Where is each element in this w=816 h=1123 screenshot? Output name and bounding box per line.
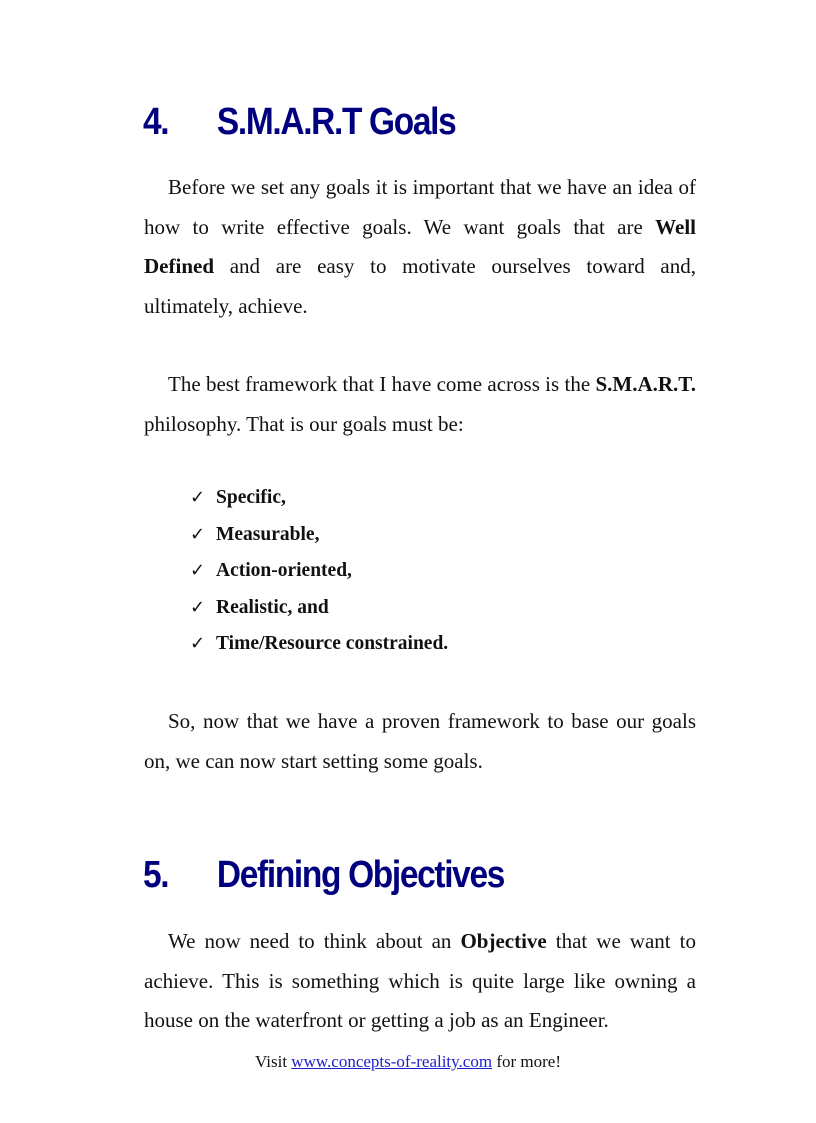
checklist-item	[190, 626, 448, 663]
bold-term-smart: S.M.A.R.T.	[595, 372, 696, 396]
page-footer	[0, 1052, 816, 1072]
bold-term-well-defined: Well Defined	[144, 214, 696, 278]
footer-text: Visit	[255, 1052, 292, 1071]
checkmark-icon: ✓	[190, 523, 206, 545]
checkmark-icon: ✓	[190, 487, 206, 508]
checklist-item-label: Time/Resource constrained.	[216, 633, 449, 655]
section-5-heading	[143, 854, 504, 897]
paragraph-text: philosophy. That is our goals must be:	[144, 411, 464, 436]
paragraph-text: We now need to think about an	[168, 929, 461, 953]
paragraph-text: and are easy to motivate ourselves toward and, ultimately, achieve.	[144, 254, 696, 318]
checkmark-icon: ✓	[190, 596, 206, 618]
checklist-item	[190, 517, 448, 554]
footer-text: for more!	[492, 1052, 561, 1071]
bold-term-objective: Objective	[460, 929, 547, 953]
section-4-paragraph-2	[144, 365, 696, 444]
section-4-heading	[143, 101, 455, 144]
checklist-item	[190, 480, 448, 517]
checklist-item	[190, 590, 448, 627]
section-5-title: Defining Objectives	[216, 854, 505, 896]
checklist-item-label: Specific,	[216, 487, 286, 508]
checkmark-icon: ✓	[190, 633, 206, 655]
checklist-item	[190, 553, 448, 590]
checklist-item-label: Realistic, and	[216, 596, 329, 618]
paragraph-text: Before we set any goals it is important that we have an idea of how to write effective goals. We want goals that are	[144, 175, 696, 239]
section-4-paragraph-3: So, now that we have a proven framework to base our goals on, we can now start setting some goals.	[144, 709, 696, 773]
website-link[interactable]: www.concepts-of-reality.com	[291, 1052, 493, 1071]
section-5-number: 5.	[143, 854, 169, 896]
paragraph-text: The best framework that I have come across is the	[168, 372, 596, 396]
smart-checklist	[190, 480, 448, 663]
section-4-title: S.M.A.R.T Goals	[216, 101, 456, 143]
section-4-number: 4.	[143, 101, 169, 143]
checklist-item-label: Measurable,	[216, 523, 320, 545]
section-5-paragraph-1	[144, 922, 696, 1041]
paragraph-text: that we want to achieve. This is something which is quite large like owning a house on the waterfront or getting a job as an Engineer.	[144, 929, 696, 1032]
checklist-item-label: Action-oriented,	[216, 560, 352, 582]
checkmark-icon: ✓	[190, 560, 206, 582]
section-4-paragraph-1	[144, 168, 696, 326]
